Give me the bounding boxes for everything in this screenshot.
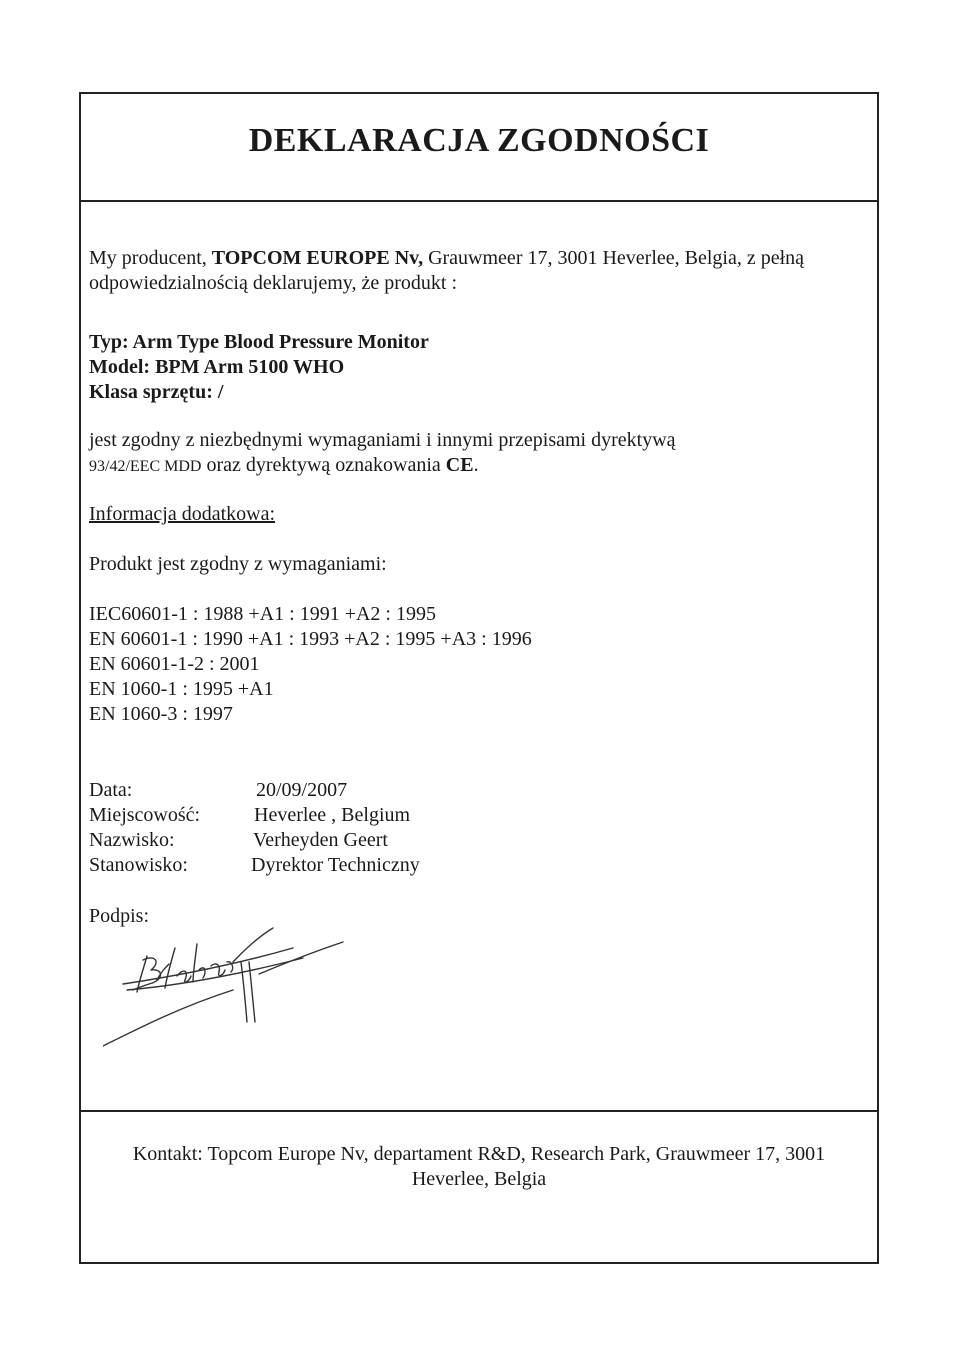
- standard-item: EN 60601-1-2 : 2001: [89, 653, 260, 675]
- name-label: Nazwisko:: [89, 829, 175, 851]
- position-value: Dyrektor Techniczny: [251, 854, 420, 876]
- directive-code: 93/42/EEC MDD: [89, 458, 202, 475]
- product-type: Typ: Arm Type Blood Pressure Monitor: [89, 331, 429, 353]
- standard-item: EN 60601-1 : 1990 +A1 : 1993 +A2 : 1995 +A3 : 1996: [89, 628, 532, 650]
- place-row: [89, 803, 420, 828]
- compliance-end: .: [473, 454, 479, 476]
- date-value: 20/09/2007: [256, 779, 348, 801]
- requirements-heading: Produkt jest zgodny z wymaganiami:: [89, 553, 387, 575]
- compliance-line-2: [89, 453, 869, 479]
- document-title: DEKLARACJA ZGODNOŚCI: [248, 122, 710, 159]
- standard-item: EN 1060-1 : 1995 +A1: [89, 678, 274, 700]
- handwritten-signature: [103, 918, 353, 1048]
- standard-item: IEC60601-1 : 1988 +A1 : 1991 +A2 : 1995: [89, 603, 436, 625]
- contact-text: [81, 1142, 877, 1192]
- compliance-line-1: jest zgodny z niezbędnymi wymaganiami i innymi przepisami dyrektywą: [89, 429, 676, 451]
- intro-paragraph: [89, 246, 869, 296]
- declaration-frame: [79, 92, 879, 1264]
- equipment-class: Klasa sprzętu: /: [89, 381, 224, 403]
- signatory-details: [89, 778, 420, 878]
- additional-info-heading: Informacja dodatkowa:: [89, 503, 276, 525]
- contact-line-2: Heverlee, Belgia: [411, 1168, 547, 1190]
- place-label: Miejscowość:: [89, 804, 201, 826]
- standards-list: [89, 602, 532, 727]
- title-box: [81, 94, 877, 202]
- product-specs: [89, 330, 429, 405]
- name-row: [89, 828, 420, 853]
- date-label: Data:: [89, 779, 133, 801]
- contact-line-1: Kontakt: Topcom Europe Nv, departament R&D, Research Park, Grauwmeer 17, 3001: [132, 1143, 826, 1165]
- compliance-paragraph: [89, 428, 869, 479]
- company-name: TOPCOM EUROPE Nv,: [211, 247, 424, 269]
- standard-item: EN 1060-3 : 1997: [89, 703, 233, 725]
- ce-mark: CE: [445, 454, 474, 476]
- signature-label: Podpis:: [89, 905, 150, 927]
- intro-lead: My producent,: [89, 247, 212, 269]
- name-value: Verheyden Geert: [253, 829, 388, 851]
- date-row: [89, 778, 420, 803]
- place-value: Heverlee , Belgium: [254, 804, 411, 826]
- position-label: Stanowisko:: [89, 854, 188, 876]
- compliance-mid: oraz dyrektywą oznakowania: [201, 454, 446, 476]
- position-row: [89, 853, 420, 878]
- intro-rest: Grauwmeer 17, 3001 Heverlee, Belgia, z pełną odpowiedzialnością deklarujemy, że produkt :: [89, 247, 805, 294]
- contact-footer: [81, 1110, 877, 1264]
- product-model: Model: BPM Arm 5100 WHO: [89, 356, 345, 378]
